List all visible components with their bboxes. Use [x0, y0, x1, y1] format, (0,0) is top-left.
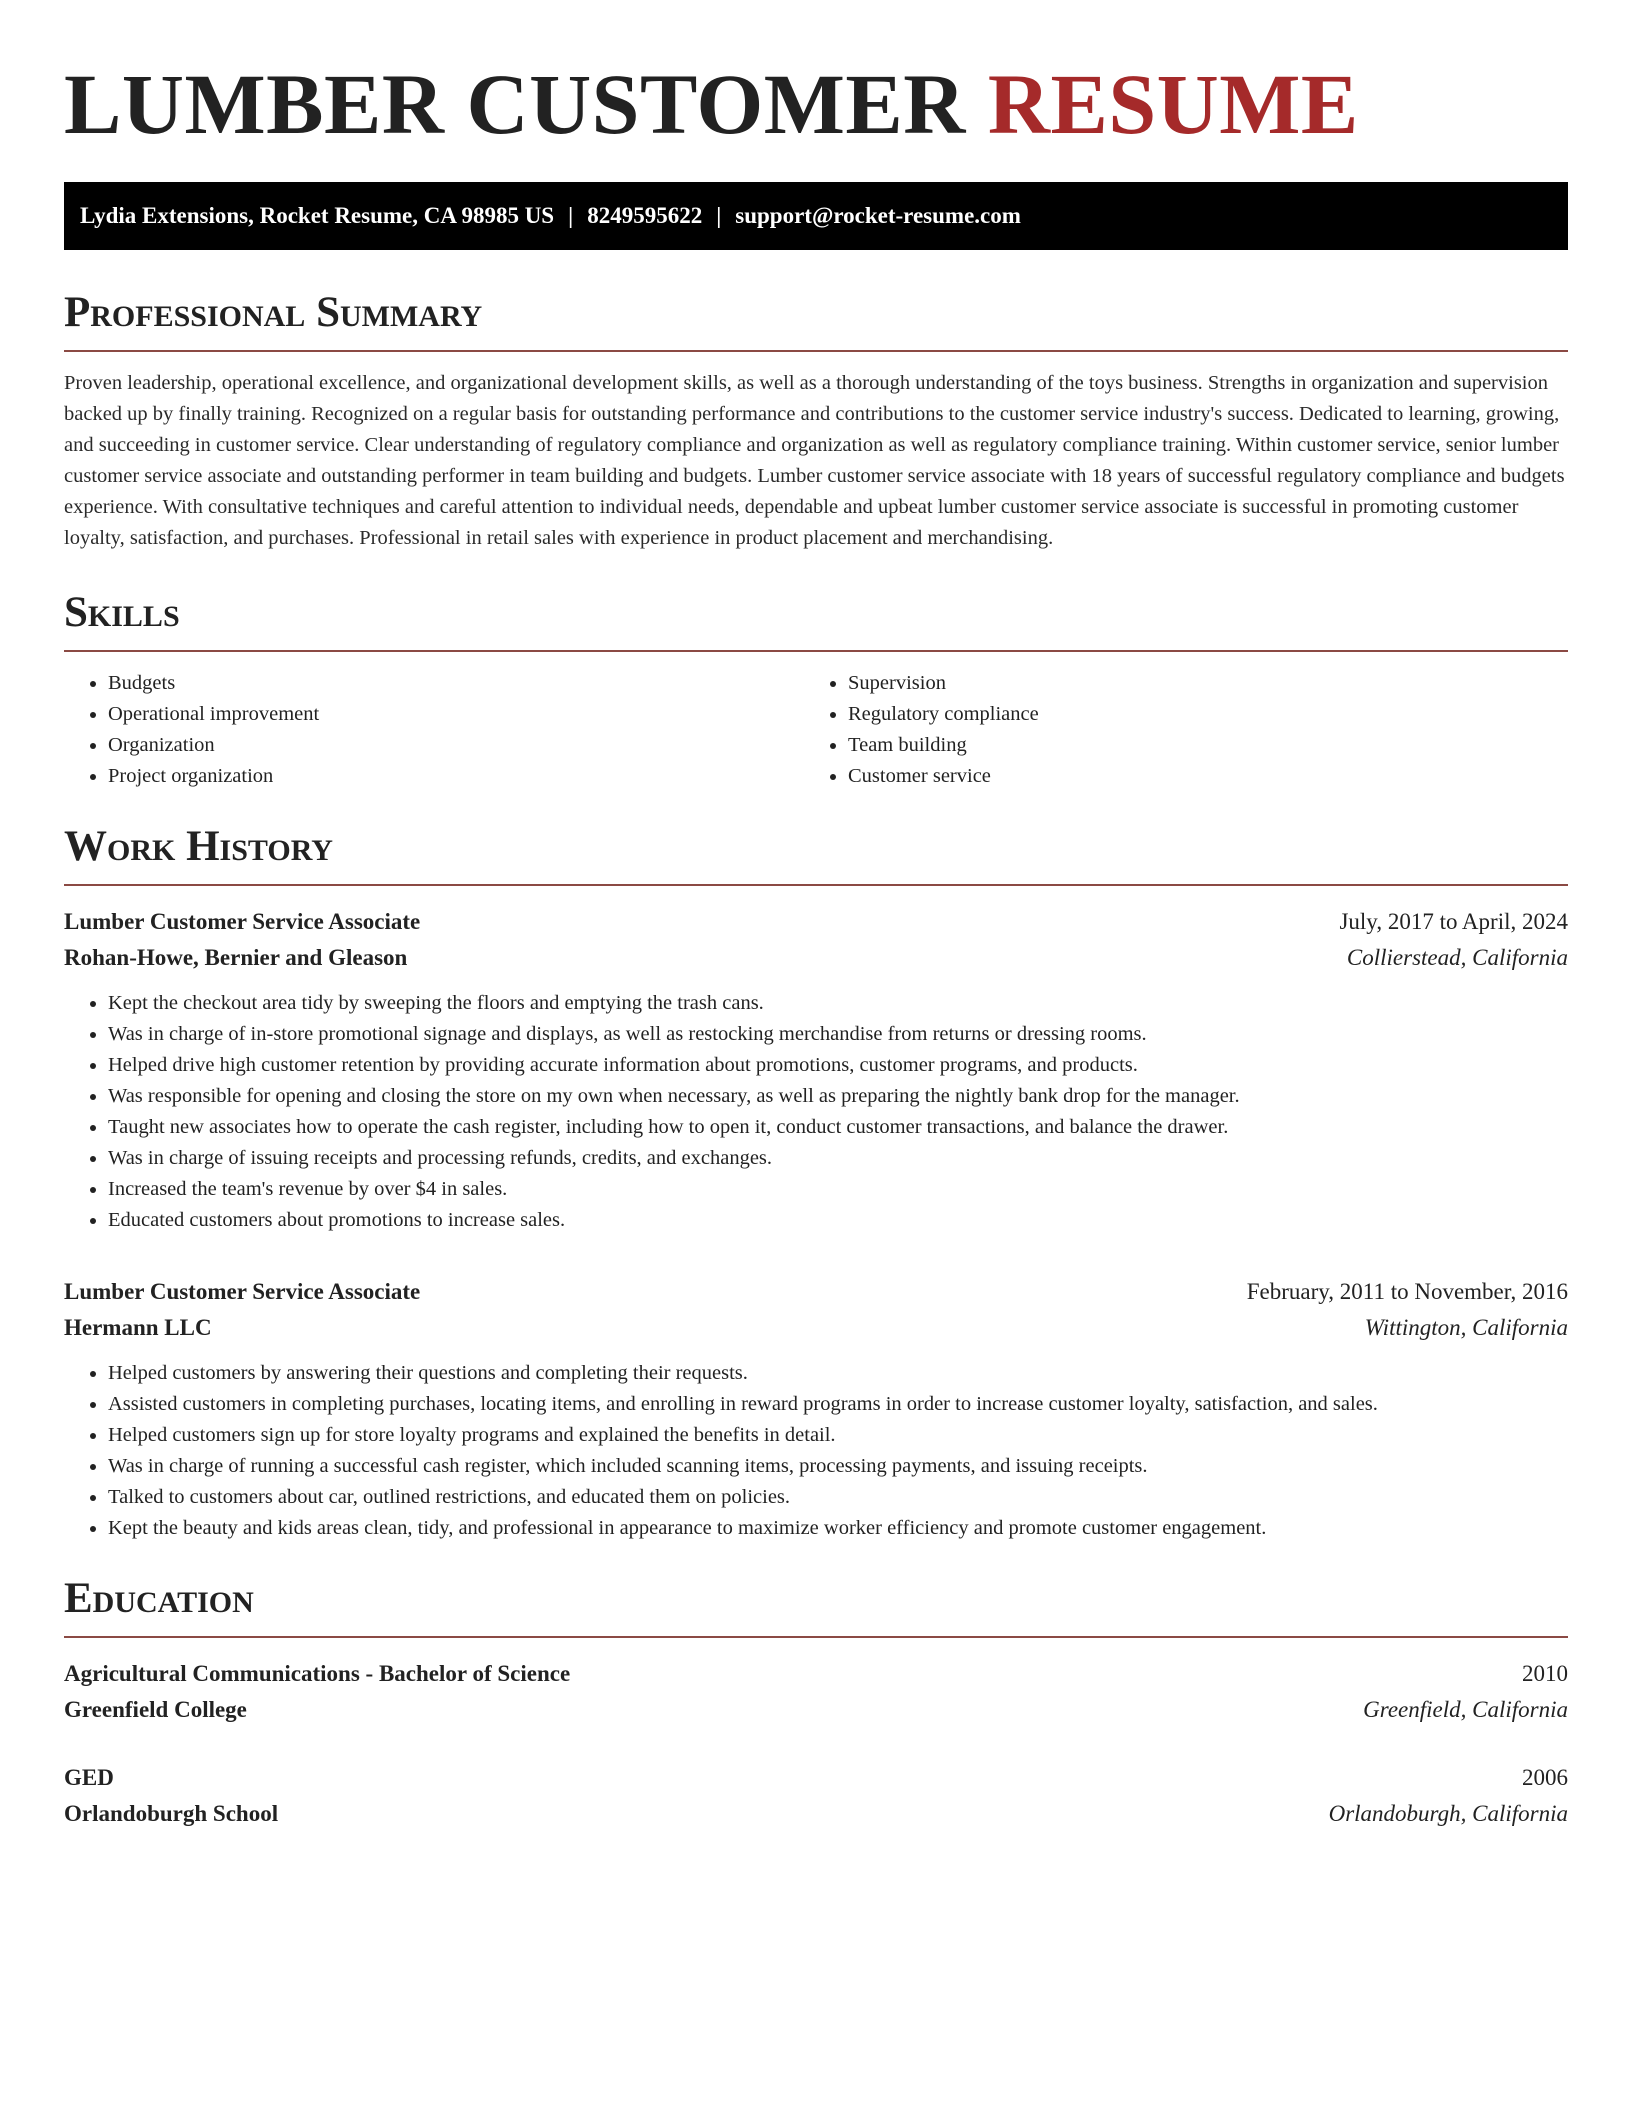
education-degree: GED [64, 1765, 114, 1790]
job-header-row [64, 904, 1568, 940]
education-location: Greenfield, California [1363, 1697, 1568, 1722]
contact-bar [64, 182, 1568, 250]
education-section [64, 1574, 1568, 1832]
contact-separator: | [716, 203, 722, 228]
education-school: Greenfield College [64, 1697, 247, 1722]
job-company-row [64, 1310, 1568, 1346]
section-heading-summary: Professional Summary [64, 288, 1568, 352]
resume-page [64, 0, 1568, 1832]
job-bullet: • Helped drive high customer retention by providing accurate information about promotions, customer programs, and products. [108, 1050, 1568, 1081]
job-bullet: • Was in charge of running a successful cash register, which included scanning items, processing payments, and issuing receipts. [108, 1451, 1568, 1482]
skill-item: • Regulatory compliance [848, 699, 1544, 730]
job-company-row [64, 940, 1568, 976]
education-degree: Agricultural Communications - Bachelor of Science [64, 1661, 571, 1686]
education-year: 2006 [1522, 1765, 1568, 1790]
contact-separator: | [568, 203, 574, 228]
education-school-row [64, 1796, 1568, 1832]
skill-item: • Budgets [108, 668, 804, 699]
summary-section [64, 288, 1568, 554]
skills-section [64, 588, 1568, 792]
job-bullet: • Helped customers by answering their questions and completing their requests. [108, 1358, 1568, 1389]
job-bullet: • Was in charge of in-store promotional signage and displays, as well as restocking merchandise from returns or dressing rooms. [108, 1019, 1568, 1050]
summary-text: Proven leadership, operational excellence, and organizational development skills, as well as a thorough understanding of the toys business. Strengths in organization and supervision backed up by finally training. Recognized on a regular basis for outstanding performance and contributions to the customer service industry's success. Dedicated to learning, growing, and succeeding in customer service. Clear understanding of regulatory compliance and organization as well as regulatory compliance training. Within customer service, senior lumber customer service associate and outstanding performer in team building and budgets. Lumber customer service associate with 18 years of successful regulatory compliance and budgets experience. With consultative techniques and careful attention to individual needs, dependable and upbeat lumber customer service associate is successful in promoting customer loyalty, satisfaction, and purchases. Professional in retail sales with experience in product placement and merchandising. [64, 372, 1565, 549]
skills-list-right [804, 668, 1544, 792]
job-entry [64, 1274, 1568, 1544]
section-heading-work-history: Work History [64, 822, 1568, 886]
section-heading-education: Education [64, 1574, 1568, 1638]
job-location: Collierstead, California [1346, 945, 1568, 970]
job-bullet: • Assisted customers in completing purchases, locating items, and enrolling in reward programs in order to increase customer loyalty, satisfaction, and sales. [108, 1389, 1568, 1420]
title-accent: RESUME [987, 56, 1359, 152]
job-bullets [64, 1358, 1568, 1544]
job-location: Wittington, California [1364, 1315, 1568, 1340]
job-bullet: • Kept the beauty and kids areas clean, tidy, and professional in appearance to maximize worker efficiency and promote customer engagement. [108, 1513, 1568, 1544]
contact-phone: 8249595622 [587, 203, 703, 228]
education-year: 2010 [1522, 1661, 1568, 1686]
skill-item: • Organization [108, 730, 804, 761]
job-bullet: • Was responsible for opening and closing the store on my own when necessary, as well as preparing the nightly bank drop for the manager. [108, 1081, 1568, 1112]
job-dates: July, 2017 to April, 2024 [1339, 909, 1568, 934]
job-bullets [64, 988, 1568, 1236]
job-bullet: • Talked to customers about car, outlined restrictions, and educated them on policies. [108, 1482, 1568, 1513]
job-dates: February, 2011 to November, 2016 [1246, 1279, 1568, 1304]
job-bullet: • Kept the checkout area tidy by sweeping the floors and emptying the trash cans. [108, 988, 1568, 1019]
education-degree-row [64, 1760, 1568, 1796]
skill-item: • Project organization [108, 761, 804, 792]
job-bullet: • Was in charge of issuing receipts and processing refunds, credits, and exchanges. [108, 1143, 1568, 1174]
job-entry [64, 904, 1568, 1236]
title-main: LUMBER CUSTOMER [64, 56, 966, 152]
section-heading-skills: Skills [64, 588, 1568, 652]
education-degree-row [64, 1656, 1568, 1692]
job-title: Lumber Customer Service Associate [64, 1279, 421, 1304]
job-header-row [64, 1274, 1568, 1310]
education-entry [64, 1760, 1568, 1832]
education-entry [64, 1656, 1568, 1728]
job-bullet: • Educated customers about promotions to increase sales. [108, 1205, 1568, 1236]
job-company: Hermann LLC [64, 1315, 212, 1340]
job-bullet: • Taught new associates how to operate the cash register, including how to open it, conduct customer transactions, and balance the drawer. [108, 1112, 1568, 1143]
contact-address: Lydia Extensions, Rocket Resume, CA 98985 US [80, 203, 555, 228]
job-company: Rohan-Howe, Bernier and Gleason [64, 945, 408, 970]
resume-title [64, 58, 1568, 150]
work-history-section [64, 822, 1568, 1544]
skill-item: • Team building [848, 730, 1544, 761]
job-title: Lumber Customer Service Associate [64, 909, 421, 934]
skill-item: • Supervision [848, 668, 1544, 699]
skill-item: • Customer service [848, 761, 1544, 792]
job-bullet: • Helped customers sign up for store loyalty programs and explained the benefits in detail. [108, 1420, 1568, 1451]
education-location: Orlandoburgh, California [1328, 1801, 1568, 1826]
contact-email: support@rocket-resume.com [735, 203, 1021, 228]
job-bullet: • Increased the team's revenue by over $4 in sales. [108, 1174, 1568, 1205]
skills-list-left [64, 668, 804, 792]
skills-columns [64, 668, 1568, 792]
education-school: Orlandoburgh School [64, 1801, 279, 1826]
education-school-row [64, 1692, 1568, 1728]
skill-item: • Operational improvement [108, 699, 804, 730]
